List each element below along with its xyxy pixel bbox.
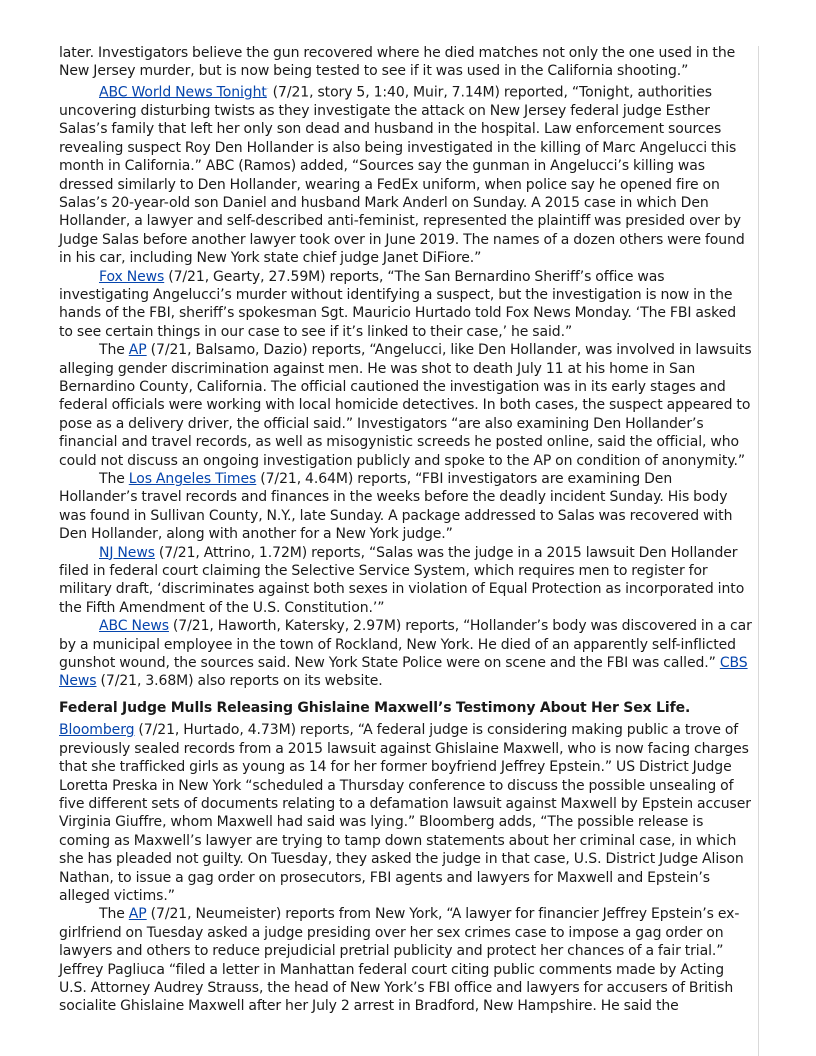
cbs-news-link[interactable]: CBS News: [59, 655, 748, 690]
paragraph: [59, 905, 752, 1015]
paragraph-text: (7/21, 4.64M) reports, “FBI investigators are examining Den Hollander’s travel records and finances in the weeks before the deadly incident Sunday. His body was found in Sullivan County, N.Y., late Sunday. A package addressed to Salas was recovered with Den Hollander, along with another for a New York judge.”: [59, 471, 733, 543]
bloomberg-link[interactable]: Bloomberg: [59, 722, 135, 739]
footnote-mark: ·: [266, 85, 269, 93]
paragraph-text: The: [99, 342, 129, 359]
document-page: [59, 44, 752, 1016]
paragraph-text: (7/21, Haworth, Katersky, 2.97M) reports, “Hollander’s body was discovered in a car by a municipal employee in the town of Rockland, New York. He died of an apparently self-inflicted gunshot wound, the sources said. New York State Police were on scene and the FBI was called.”: [59, 618, 752, 672]
section-heading: Federal Judge Mulls Releasing Ghislaine Maxwell’s Testimony About Her Sex Life.: [59, 699, 691, 716]
paragraph-text: (7/21, 3.68M) also reports on its website.: [96, 673, 383, 690]
paragraph-text: The: [99, 471, 129, 487]
paragraph: [59, 617, 752, 691]
paragraph-text: The: [99, 906, 129, 923]
paragraph: [59, 544, 752, 618]
ap-link[interactable]: AP: [128, 906, 147, 923]
abc-news-link[interactable]: ABC News: [99, 618, 169, 635]
paragraph-text: (7/21, Neumeister) reports from New York, “A lawyer for financier Jeffrey Epstein’s ex-girlfriend on Tuesday asked a judge presiding over her sex crimes case to impose a gag order on lawyers and others to reduce prejudicial pretrial publicity and protect her chances of a fair trial.” Jeffrey Pagliuca “filed a letter in Manhattan federal court citing public comments made by Acting U.S. Attorney Audrey Strauss, the head of New York’s FBI office and lawyers for accusers of British socialite Ghislaine Maxwell after her July 2 arrest in Bradford, New Hampshire. He said the: [59, 906, 740, 1015]
paragraph-text: (7/21, Attrino, 1.72M) reports, “Salas was the judge in a 2015 lawsuit Den Hollander filed in federal court claiming the Selective Service System, which requires men to register for military draft, ‘discriminates against both sexes in violation of Equal Protection as incorporated into the Fifth Amendment of the U.S. Constitution.’”: [59, 544, 745, 616]
paragraph-text: (7/21, Hurtado, 4.73M) reports, “A federal judge is considering making public a trove of previously sealed records from a 2015 lawsuit against Ghislaine Maxwell, who is now facing charges that she trafficked girls as young as 14 for her former boyfriend Jeffrey Epstein.” US District Judge Loretta Preska in New York “scheduled a Thursday conference to discuss the possible unsealing of five different sets of documents relating to a defamation lawsuit against Maxwell by Epstein accuser Virginia Giuffre, whom Maxwell had said was lying.” Bloomberg adds, “The possible release is coming as Maxwell’s lawyer are trying to tamp down statements about her criminal case, in which she has pleaded not guilty. On Tuesday, they asked the judge in that case, U.S. District Judge Alison Nathan, to issue a gag order on prosecutors, FBI agents and lawyers for Maxwell and Epstein’s alleged victims.”: [59, 722, 751, 904]
los-angeles-times-link[interactable]: Los Angeles Times: [128, 471, 257, 487]
paragraph-text: (7/21, story 5, 1:40, Muir, 7.14M) reported, “Tonight, authorities uncovering disturbing twists as they investigate the attack on New Jersey federal judge Esther Salas’s family that left her only son dead and husband in the hospital. Law enforcement sources revealing suspect Roy Den Hollander is also being investigated in the killing of Marc Angelucci this month in California.” ABC (Ramos) added, “Sources say the gunman in Angelucci’s killing was dressed similarly to Den Hollander, wearing a FedEx uniform, when police say he opened fire on Salas’s 20-year-old son Daniel and husband Mark Anderl on Sunday. A 2015 case in which Den Hollander, a lawyer and self-described anti-feminist, represented the plaintiff was presided over by Judge Salas before another lawyer took over in June 2019. The names of a dozen others were found in his car, including New York state chief judge Janet DiFiore.”: [59, 84, 745, 267]
paragraph: [59, 341, 752, 470]
fox-news-link[interactable]: Fox News: [99, 268, 165, 285]
paragraph: [59, 721, 752, 905]
paragraph-text: (7/21, Gearty, 27.59M) reports, “The San Bernardino Sheriff’s office was investigating Angelucci’s murder without identifying a suspect, but the investigation is now in the hands of the FBI, sheriff’s spokesman Sgt. Mauricio Hurtado told Fox News Monday. ‘The FBI asked to see certain things in our case to see if it’s linked to their case,’ he said.”: [59, 268, 736, 340]
nj-news-link[interactable]: NJ News: [99, 544, 155, 561]
page-margin-rule: [758, 46, 759, 1056]
paragraph: [59, 268, 752, 342]
paragraph: later. Investigators believe the gun recovered where he died matches not only the one used in the New Jersey murder, but is now being tested to see if it was used in the California shooting.”: [59, 45, 736, 80]
abc-world-news-tonight-link[interactable]: ABC World News Tonight: [99, 84, 267, 101]
ap-link[interactable]: AP: [128, 342, 147, 359]
paragraph: [59, 81, 752, 268]
paragraph-text: (7/21, Balsamo, Dazio) reports, “Angelucci, like Den Hollander, was involved in lawsuits alleging gender discrimination against men. He was shot to death July 11 at his home in San Bernardino County, California. The official cautioned the investigation was in its early stages and federal officials were working with local homicide detectives. In both cases, the suspect appeared to pose as a delivery driver, the official said.” Investigators “are also examining Den Hollander’s financial and travel records, as well as misogynistic screeds he posted online, said the official, who could not discuss an ongoing investigation publicly and spoke to the AP on condition of anonymity.”: [59, 342, 752, 469]
paragraph: [59, 470, 752, 544]
